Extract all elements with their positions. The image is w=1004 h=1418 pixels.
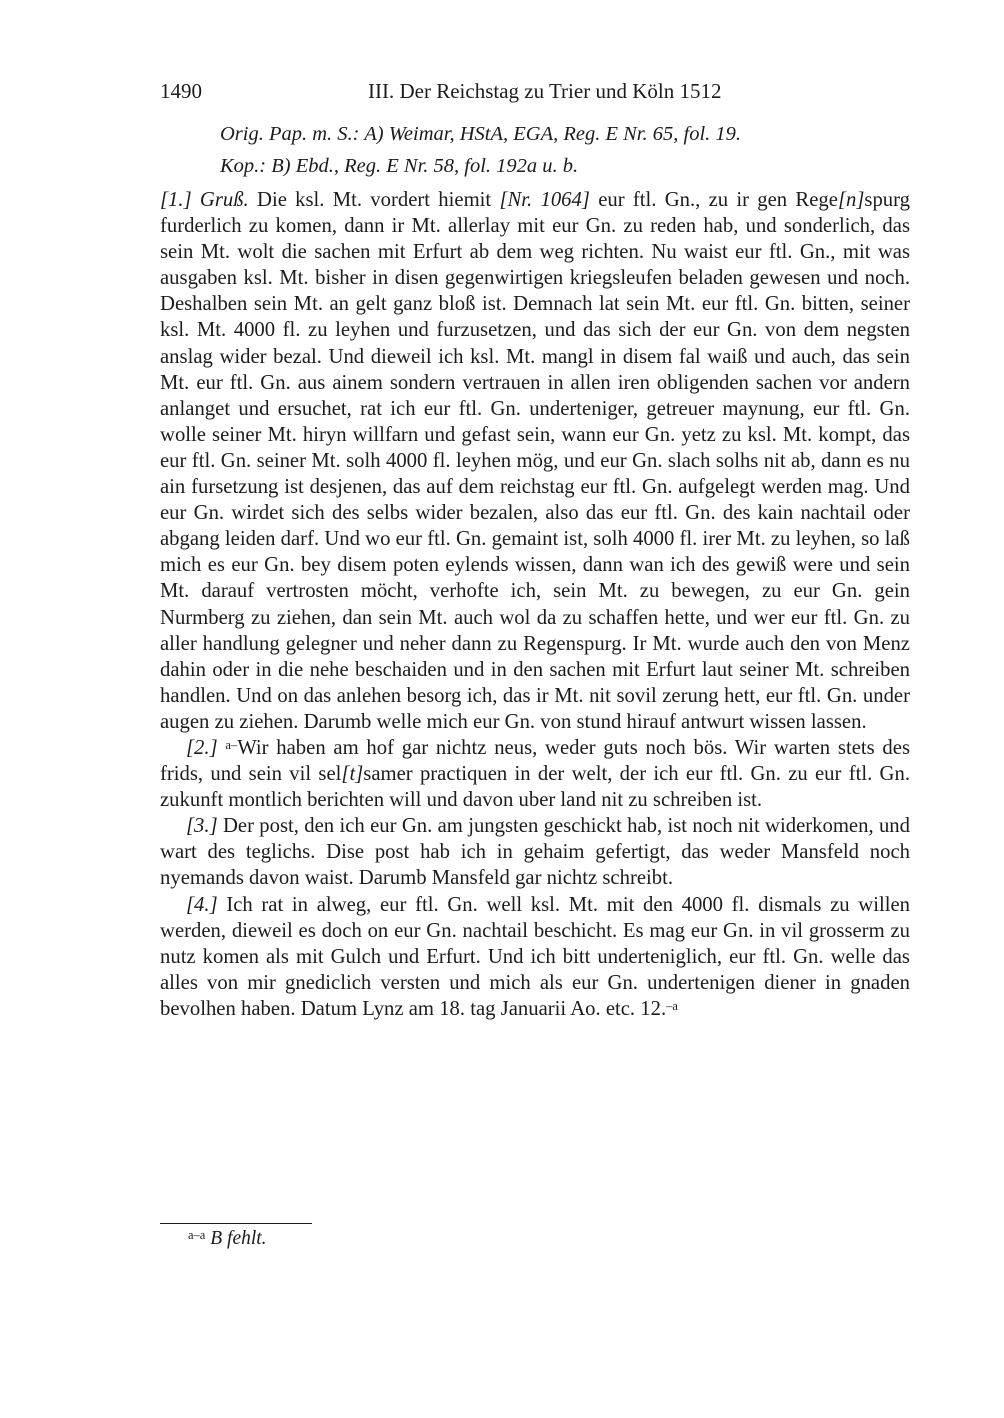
paragraph-label: [1.] Gruß. xyxy=(160,189,249,211)
paragraph-text: samer practiquen in der welt, der ich eur ftl. Gn. zu eur ftl. Gn. zukunft montlich berichten will und davon uber land nit zu schreiben ist. xyxy=(160,763,910,812)
footnote-text: B fehlt. xyxy=(210,1228,267,1249)
page-number: 1490 xyxy=(160,79,202,103)
editorial-insertion: [n] xyxy=(837,189,865,211)
letter-body xyxy=(160,187,910,1022)
paragraph-text: spurg furderlich zu komen, dann ir Mt. allerlay mit eur Gn. zu reden hab, und sonderlich, das sein Mt. wolt die sachen mit Erfurt ab dem weg richten. Nu waist eur ftl. Gn., mit was ausgaben ksl. Mt. bisher in disen gegenwirtigen kriegsleufen beladen gewesen und noch. Deshalben sein Mt. an gelt ganz bloß ist. Demnach lat sein Mt. eur ftl. Gn. bitten, seiner ksl. Mt. 4000 fl. zu leyhen und furzusetzen, und das sich der eur Gn. von dem negsten anslag wider bezal. Und dieweil ich ksl. Mt. mangl in disem fal waiß und auch, das sein Mt. eur ftl. Gn. aus ainem sondern vertrauen in allen iren obligenden sachen vor andern anlanget und ersuchet, rat ich eur ftl. Gn. underteniger, getreuer maynung, eur ftl. Gn. wolle seiner Mt. hiryn willfarn und gefast sein, wann eur Gn. yetz zu ksl. Mt. kompt, das eur ftl. Gn. seiner Mt. solh 4000 fl. leyhen mög, und eur Gn. slach solhs nit ab, dann es nu ain fursetzung ist desjenen, das auf dem reichstag eur ftl. Gn. aufgelegt werden mag. Und eur Gn. wirdet sich des selbs wider bezalen, also das eur ftl. Gn. des kain nachtail oder abgang leiden darf. Und wo eur ftl. Gn. gemaint ist, solh 4000 fl. irer Mt. zu leyhen, so laß mich es eur Gn. bey disem poten eylends wissen, dann wan ich des gewiß were und sein Mt. darauf vertrosten möcht, verhofte ich, sein Mt. zu bewegen, zu eur Gn. gein Nurmberg zu ziehen, dan sein Mt. auch wol da zu schaffen hette, und wer eur ftl. Gn. zu aller handlung gelegner und neher dann zu Regenspurg. Ir Mt. wurde auch den von Menz dahin oder in die nehe beschaiden und in den sachen mit Erfurt laut seiner Mt. schreiben handlen. Und on das anlehen besorg ich, das ir Mt. nit sovil zerung hett, eur ftl. Gn. under augen zu ziehen. Darumb welle mich eur Gn. von stund hirauf antwurt wissen lassen. xyxy=(160,189,910,733)
paragraph-1 xyxy=(160,187,910,735)
paragraph-text: Ich rat in alweg, eur ftl. Gn. well ksl. Mt. mit den 4000 fl. dismals zu willen werden, dieweil es doch on eur Gn. nachtail beschicht. Es mag eur Gn. in vil grosserm zu nutz komen als mit Gulch und Erfurt. Und ich bitt underteniglich, eur ftl. Gn. welle das alles von mir gnediclich versten und mich als eur Gn. undertenigen diener in gnaden bevolhen haben. Datum Lynz am 18. tag Januarii Ao. etc. 12. xyxy=(160,893,910,1020)
paragraph-label: [3.] xyxy=(186,815,218,838)
paragraph-label: [2.] xyxy=(186,736,218,759)
paragraph-4 xyxy=(160,892,910,1022)
footnote xyxy=(188,1228,267,1250)
footnote-separator xyxy=(160,1223,312,1224)
paragraph-2 xyxy=(160,735,910,813)
footnote-marker-close: –a xyxy=(666,998,678,1013)
paragraph-text: Wir haben am hof gar nichtz neus, weder guts noch bös. Wir warten stets des frids, und sein vil sel xyxy=(160,736,910,786)
page-header xyxy=(160,79,910,109)
document-reference: [Nr. 1064] xyxy=(499,189,590,211)
editorial-insertion: [t] xyxy=(341,763,364,786)
source-original: Orig. Pap. m. S.: A) Weimar, HStA, EGA, Reg. E Nr. 65, fol. 19. xyxy=(220,123,742,145)
paragraph-label: [4.] xyxy=(186,893,218,916)
footnote-marker-open: a– xyxy=(225,737,238,752)
paragraph-3 xyxy=(160,813,910,891)
paragraph-text: Die ksl. Mt. vordert hiemit xyxy=(248,189,500,211)
paragraph-text: Der post, den ich eur Gn. am jungsten geschickt hab, ist noch nit widerkomen, und wart des teglichs. Dise post hab ich in gehaim gefertigt, das weder Mansfeld noch nyemands davon waist. Darumb Mansfeld gar nichtz schreibt. xyxy=(160,815,910,890)
footnote-mark: a–a xyxy=(188,1228,206,1242)
paragraph-text: eur ftl. Gn., zu ir gen Rege xyxy=(589,189,838,211)
source-copy: Kop.: B) Ebd., Reg. E Nr. 58, fol. 192a u. b. xyxy=(220,155,579,177)
running-title: III. Der Reichstag zu Trier und Köln 1512 xyxy=(368,79,722,103)
